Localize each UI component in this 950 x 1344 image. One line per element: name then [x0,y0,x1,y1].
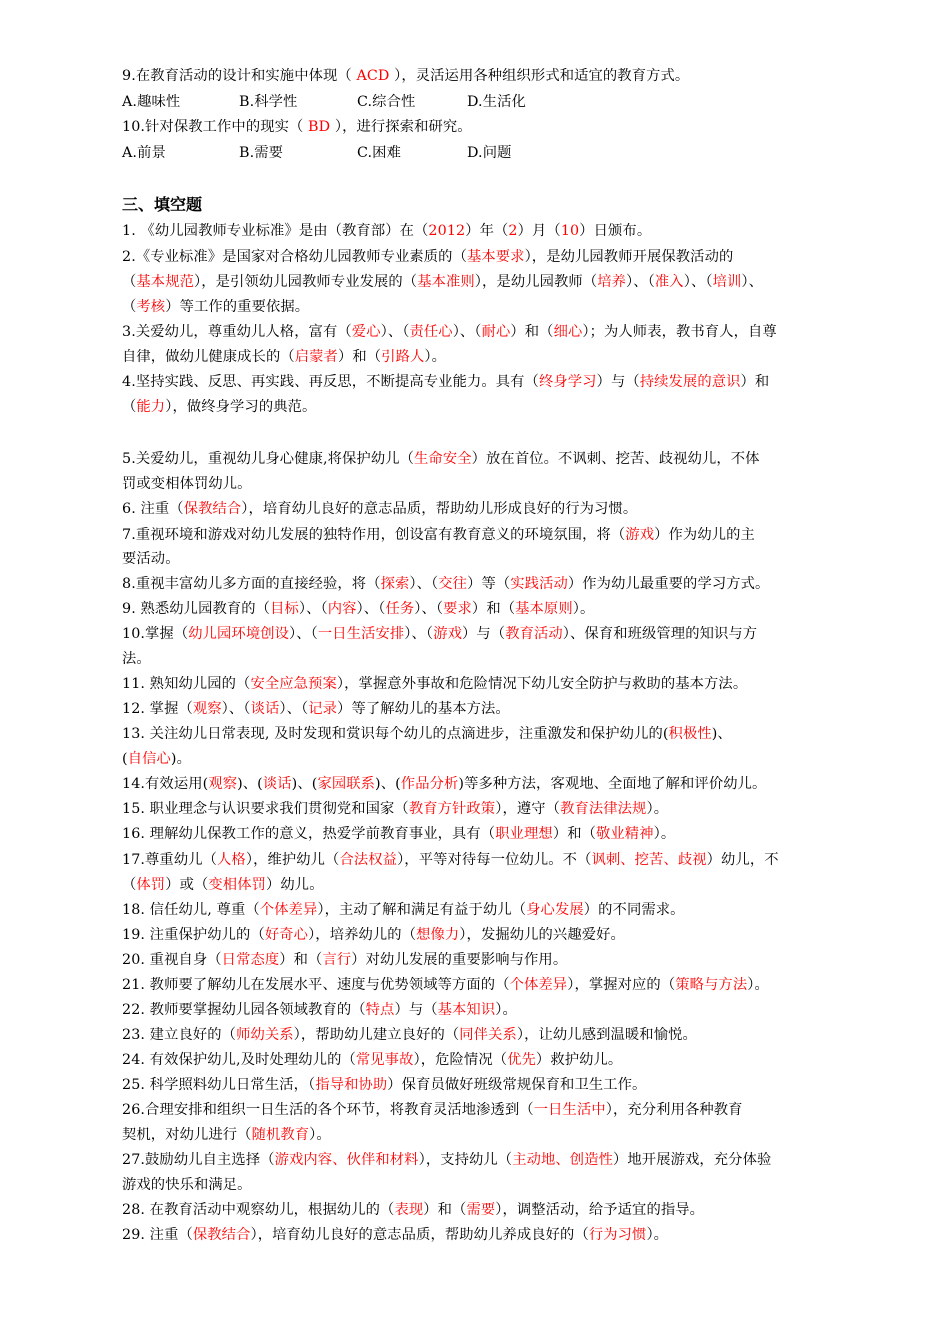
question-text: )、( [375,776,401,792]
question-text: 29. 注重（ [122,1227,193,1243]
question-text: ）幼儿，不 [706,852,779,868]
answer-text: 表现 [394,1202,424,1218]
question-text: ）和（ [510,324,554,340]
answer-text: 谈话 [262,776,292,792]
fill-in-line [122,649,852,669]
answer-text: 基本要求 [466,249,525,265]
mc-option: A.前景 [122,145,166,161]
question-text: )。 [170,751,191,767]
mc-option: C.综合性 [357,94,416,110]
question-text: ），调整活动，给予适宜的指导。 [495,1202,705,1218]
question-text: 17.尊重幼儿（ [122,852,218,868]
question-text: ）和（ [552,826,597,842]
answer-text: 保教结合 [183,501,242,517]
answer-text: 细心 [553,324,583,340]
question-text: ）、（ [356,601,386,617]
question-text: ），是引领幼儿园教师专业发展的（ [194,274,418,290]
question-text: ）；为人师表，教书育人，自尊 [582,324,777,340]
fill-in-line [122,221,852,241]
question-text: 23. 建立良好的（ [122,1027,237,1043]
question-text: 16. 理解幼儿保教工作的意义，热爱学前教育事业，具有（ [122,826,496,842]
fill-in-line [122,1175,852,1195]
question-text: 6. 注重（ [122,501,184,517]
question-text: ），培养幼儿的（ [308,927,417,943]
question-text: ）作为幼儿的主 [654,527,755,543]
question-text: ），危险情况（ [413,1052,508,1068]
question-text: （ [122,399,137,415]
question-text: ）、（ [380,324,410,340]
answer-text: 敬业精神 [596,826,654,842]
answer-text: 内容 [327,601,357,617]
answer-text: 基本原则 [515,601,573,617]
answer-text: 责任心 [409,324,453,340]
question-text: ）保育员做好班级常规保育和卫生工作。 [387,1077,647,1093]
question-text: 10.针对保教工作中的现实（ [122,119,309,135]
fill-in-line [122,525,852,545]
question-text: ）和（ [471,601,516,617]
question-text: 15. 职业理念与认识要求我们贯彻党和国家（ [122,801,409,817]
answer-text: 游戏 [625,527,655,543]
question-text: ），培育幼儿良好的意志品质，帮助幼儿养成良好的（ [250,1227,589,1243]
answer-text: 讽刺、挖苦、歧视 [591,852,707,868]
question-text: ）。 [747,977,769,993]
question-text: ）的不同需求。 [583,902,685,918]
question-text: )、( [291,776,318,792]
question-text: ）等工作的重要依据。 [165,299,310,315]
question-text: ）和（ [423,1202,467,1218]
answer-text: 想像力 [416,927,460,943]
fill-in-line [122,925,852,945]
question-text: ）和（ [279,952,323,968]
answer-text: 基本规范 [136,274,194,290]
question-text: 5.关爱幼儿，重视幼儿身心健康,将保护幼儿（ [122,451,415,467]
answer-text: 终身学习 [538,374,597,390]
answer-text: 好奇心 [264,927,309,943]
question-text: ），做终身学习的典范。 [165,399,317,415]
fill-in-line [122,1200,852,1220]
question-text: ）和（ [337,349,382,365]
mc-option: D.生活化 [467,94,526,110]
question-text: ）放在首位。不讽刺、挖苦、歧视幼儿，不体 [471,451,760,467]
question-text: ）、 [741,274,764,290]
question-text: )、( [237,776,263,792]
question-text: 12. 掌握（ [122,701,193,717]
fill-in-line [122,549,852,569]
question-text: ）对幼儿发展的重要影响与作用。 [351,952,568,968]
answer-text: 基本知识 [437,1002,496,1018]
answer-text: 常见事故 [355,1052,414,1068]
question-text: ）与（ [596,374,640,390]
question-text: ）、保育和班级管理的知识与方 [562,626,758,642]
question-text: 游戏的快乐和满足。 [122,1177,252,1193]
fill-in-line [122,850,852,870]
mc-option: B.科学性 [239,94,298,110]
fill-in-line [122,322,852,342]
answer-text: 师幼关系 [236,1027,294,1043]
answer-text: 基本准则 [417,274,475,290]
answer-text: 需要 [466,1202,496,1218]
question-text: 3.关爱幼儿，尊重幼儿人格，富有（ [122,324,352,340]
mc-question-stem [122,66,852,86]
question-text: ），进行探索和研究。 [330,119,472,135]
answer-text: 能力 [136,399,166,415]
answer-text: 积极性 [668,726,712,742]
question-text: ）。 [653,826,676,842]
question-text: 28. 在教育活动中观察幼儿，根据幼儿的（ [122,1202,395,1218]
answer-text: 同伴关系 [459,1027,517,1043]
question-text: ）、（ [452,324,482,340]
fill-in-line [122,474,852,494]
answer-text: 教育活动 [505,626,563,642]
question-text: 25. 科学照料幼儿日常生活，（ [122,1077,316,1093]
answer-text: 职业理想 [495,826,553,842]
answer-text: 10 [560,223,580,239]
answer-text: 游戏内容、伙伴和材料 [274,1152,419,1168]
fill-in-line [122,900,852,920]
question-text: ）、（ [683,274,713,290]
answer-text: 耐心 [481,324,511,340]
question-text: 18. 信任幼儿, 尊重（ [122,902,260,918]
question-text: （ [122,274,137,290]
fill-in-line [122,624,852,644]
answer-text: 一日生活中 [533,1102,606,1118]
answer-text: 生命安全 [414,451,472,467]
fill-in-line [122,347,852,367]
question-text: )、 [711,726,732,742]
mc-option: A.趣味性 [122,94,181,110]
answer-text: 教育法律法规 [560,801,647,817]
answer-text: 观察 [192,701,222,717]
question-text: ），遵守（ [495,801,561,817]
question-text: ）日颁布。 [579,223,652,239]
question-text: ），掌握意外事故和危险情况下幼儿安全防护与救助的基本方法。 [336,676,748,692]
question-text: ）与（ [461,626,506,642]
question-text: 4.坚持实践、反思、再实践、再反思，不断提高专业能力。具有（ [122,374,539,390]
fill-in-line [122,372,852,392]
answer-text: 自信心 [127,751,171,767]
question-text: ）、（ [626,274,655,290]
question-text: 8.重视丰富幼儿多方面的直接经验，将（ [122,576,381,592]
question-text: ）和 [740,374,770,390]
question-text: 22. 教师要掌握幼儿园各领域教育的（ [122,1002,366,1018]
question-text: ）。 [495,1002,517,1018]
question-text: ），掌握对应的（ [567,977,676,993]
question-text: 27.鼓励幼儿自主选择（ [122,1152,275,1168]
question-text: 11. 熟知幼儿园的（ [122,676,251,692]
question-text: ）年（ [465,223,509,239]
question-text: ），让幼儿感到温暖和愉悦。 [516,1027,697,1043]
fill-in-line [122,674,852,694]
question-text: 9. 熟悉幼儿园教育的（ [122,601,271,617]
fill-in-line [122,699,852,719]
fill-in-line [122,574,852,594]
fill-in-line [122,774,852,794]
question-text: 契机，对幼儿进行（ [122,1127,252,1143]
answer-text: 培养 [597,274,627,290]
answer-text: 引路人 [381,349,425,365]
question-text: ），维护幼儿（ [245,852,340,868]
question-text: ）、（ [404,626,434,642]
question-text: 14.有效运用( [122,776,209,792]
fill-in-line [122,599,852,619]
question-text: ），帮助幼儿建立良好的（ [293,1027,460,1043]
question-text: ）、（ [221,701,251,717]
answer-text: BD [308,119,331,135]
question-text: ）与（ [394,1002,438,1018]
fill-in-line [122,1075,852,1095]
fill-in-line [122,824,852,844]
answer-text: 培训 [712,274,742,290]
answer-text: 准入 [654,274,684,290]
question-text: （ [122,299,137,315]
answer-text: 目标 [270,601,299,617]
question-text: 19. 注重保护幼儿的（ [122,927,265,943]
answer-text: 体罚 [136,877,166,893]
fill-in-line [122,975,852,995]
answer-text: 交往 [438,576,468,592]
fill-in-line [122,950,852,970]
answer-text: 探索 [380,576,410,592]
section-heading: 三、填空题 [122,195,203,214]
question-text: ）月（ [517,223,561,239]
answer-text: 变相体罚 [208,877,266,893]
mc-option: C.困难 [357,145,401,161]
question-text: ）地开展游戏，充分体验 [613,1152,772,1168]
question-text: ），是幼儿园教师开展保教活动的 [524,249,734,265]
answer-text: 观察 [208,776,238,792]
answer-text: 合法权益 [339,852,398,868]
answer-text: 要求 [443,601,472,617]
question-text: 13. 关注幼儿日常表现, 及时发现和赏识每个幼儿的点滴进步，注重激发和保护幼儿的( [122,726,669,742]
answer-text: 行为习惯 [588,1227,647,1243]
answer-text: 人格 [217,852,246,868]
answer-text: 个体差异 [509,977,568,993]
question-text: 20. 重视自身（ [122,952,222,968]
question-text: ），充分利用各种教育 [605,1102,743,1118]
fill-in-line [122,799,852,819]
question-text: 21. 教师要了解幼儿在发展水平、速度与优势领域等方面的（ [122,977,510,993]
question-text: 2.《专业标准》是国家对合格幼儿园教师专业素质的（ [122,249,467,265]
question-text: )等多种方法，客观地、全面地了解和评价幼儿。 [458,776,767,792]
question-text: ）等了解幼儿的基本方法。 [337,701,510,717]
fill-in-line [122,1050,852,1070]
question-text: 10.掌握（ [122,626,189,642]
answer-text: 家园联系 [317,776,376,792]
fill-in-line [122,499,852,519]
answer-text: 2012 [428,223,466,239]
question-text: ）幼儿。 [266,877,324,893]
question-text: ）、（ [279,701,309,717]
fill-in-line [122,724,852,744]
answer-text: 策略与方法 [675,977,748,993]
fill-in-line [122,397,852,417]
answer-text: 作品分析 [400,776,459,792]
answer-text: 随机教育 [251,1127,310,1143]
fill-in-line [122,875,852,895]
fill-in-line [122,1125,852,1145]
fill-in-line [122,449,852,469]
answer-text: 优先 [507,1052,536,1068]
fill-in-line [122,1150,852,1170]
fill-in-line [122,1100,852,1120]
answer-text: 特点 [365,1002,395,1018]
question-text: 要活动。 [122,551,180,567]
question-text: ）救护幼儿。 [535,1052,623,1068]
mc-option: D.问题 [467,145,512,161]
answer-text: 启蒙者 [294,349,338,365]
answer-text: 幼儿园环境创设 [188,626,290,642]
question-text: 罚或变相体罚幼儿。 [122,476,252,492]
question-text: ）。 [646,1227,669,1243]
question-text: 26.合理安排和组织一日生活的各个环节，将教育灵活地渗透到（ [122,1102,534,1118]
answer-text: 指导和协助 [315,1077,388,1093]
question-text: ）、（ [414,601,444,617]
answer-text: 言行 [322,952,352,968]
question-text: ），灵活运用各种组织形式和适宜的教育方式。 [389,68,690,84]
answer-text: 记录 [308,701,338,717]
answer-text: ACD [356,68,390,84]
question-text: ），培育幼儿良好的意志品质，帮助幼儿形成良好的行为习惯。 [241,501,638,517]
answer-text: 考核 [136,299,166,315]
question-text: 自律，做幼儿健康成长的（ [122,349,295,365]
mc-option: B.需要 [239,145,284,161]
question-text: ）。 [309,1127,331,1143]
answer-text: 2 [508,223,518,239]
question-text: ）。 [572,601,595,617]
fill-in-line [122,1025,852,1045]
question-text: ），发掘幼儿的兴趣爱好。 [459,927,625,943]
question-text: ）。 [424,349,447,365]
answer-text: 一日生活安排 [317,626,405,642]
question-text: ）作为幼儿最重要的学习方式。 [567,576,770,592]
question-text: ），是幼儿园教师（ [474,274,598,290]
fill-in-line [122,272,852,292]
answer-text: 主动地、创造性 [512,1152,613,1168]
question-text: （ [122,877,137,893]
question-text: ），支持幼儿（ [418,1152,513,1168]
answer-text: 爱心 [351,324,381,340]
fill-in-line [122,297,852,317]
question-text: ）。 [646,801,669,817]
answer-text: 身心发展 [526,902,584,918]
answer-text: 任务 [385,601,415,617]
answer-text: 持续发展的意识 [639,374,741,390]
answer-text: 安全应急预案 [250,676,337,692]
question-text: 7.重视环境和游戏对幼儿发展的独特作用，创设富有教育意义的环境氛围，将（ [122,527,626,543]
question-text: 1. 《幼儿园教师专业标准》是由（教育部）在（ [122,223,429,239]
answer-text: 个体差异 [259,902,318,918]
answer-text: 谈话 [250,701,280,717]
question-text: ）、（ [289,626,318,642]
question-text: 法。 [122,651,151,667]
question-text: ）、（ [409,576,439,592]
question-text: 9.在教育活动的设计和实施中体现（ [122,68,357,84]
fill-in-line [122,749,852,769]
question-text: ）或（ [165,877,209,893]
answer-text: 教育方针政策 [408,801,496,817]
question-text: ( [122,751,128,767]
answer-text: 保教结合 [192,1227,251,1243]
fill-in-line [122,1000,852,1020]
fill-in-line [122,1225,852,1245]
question-text: 24. 有效保护幼儿,及时处理幼儿的（ [122,1052,356,1068]
answer-text: 游戏 [433,626,462,642]
question-text: ）、（ [298,601,328,617]
fill-in-line [122,247,852,267]
answer-text: 实践活动 [510,576,568,592]
question-text: ），平等对待每一位幼儿。不（ [397,852,592,868]
mc-question-stem [122,117,852,137]
question-text: ）等（ [467,576,511,592]
question-text: ），主动了解和满足有益于幼儿（ [317,902,527,918]
answer-text: 日常态度 [221,952,280,968]
